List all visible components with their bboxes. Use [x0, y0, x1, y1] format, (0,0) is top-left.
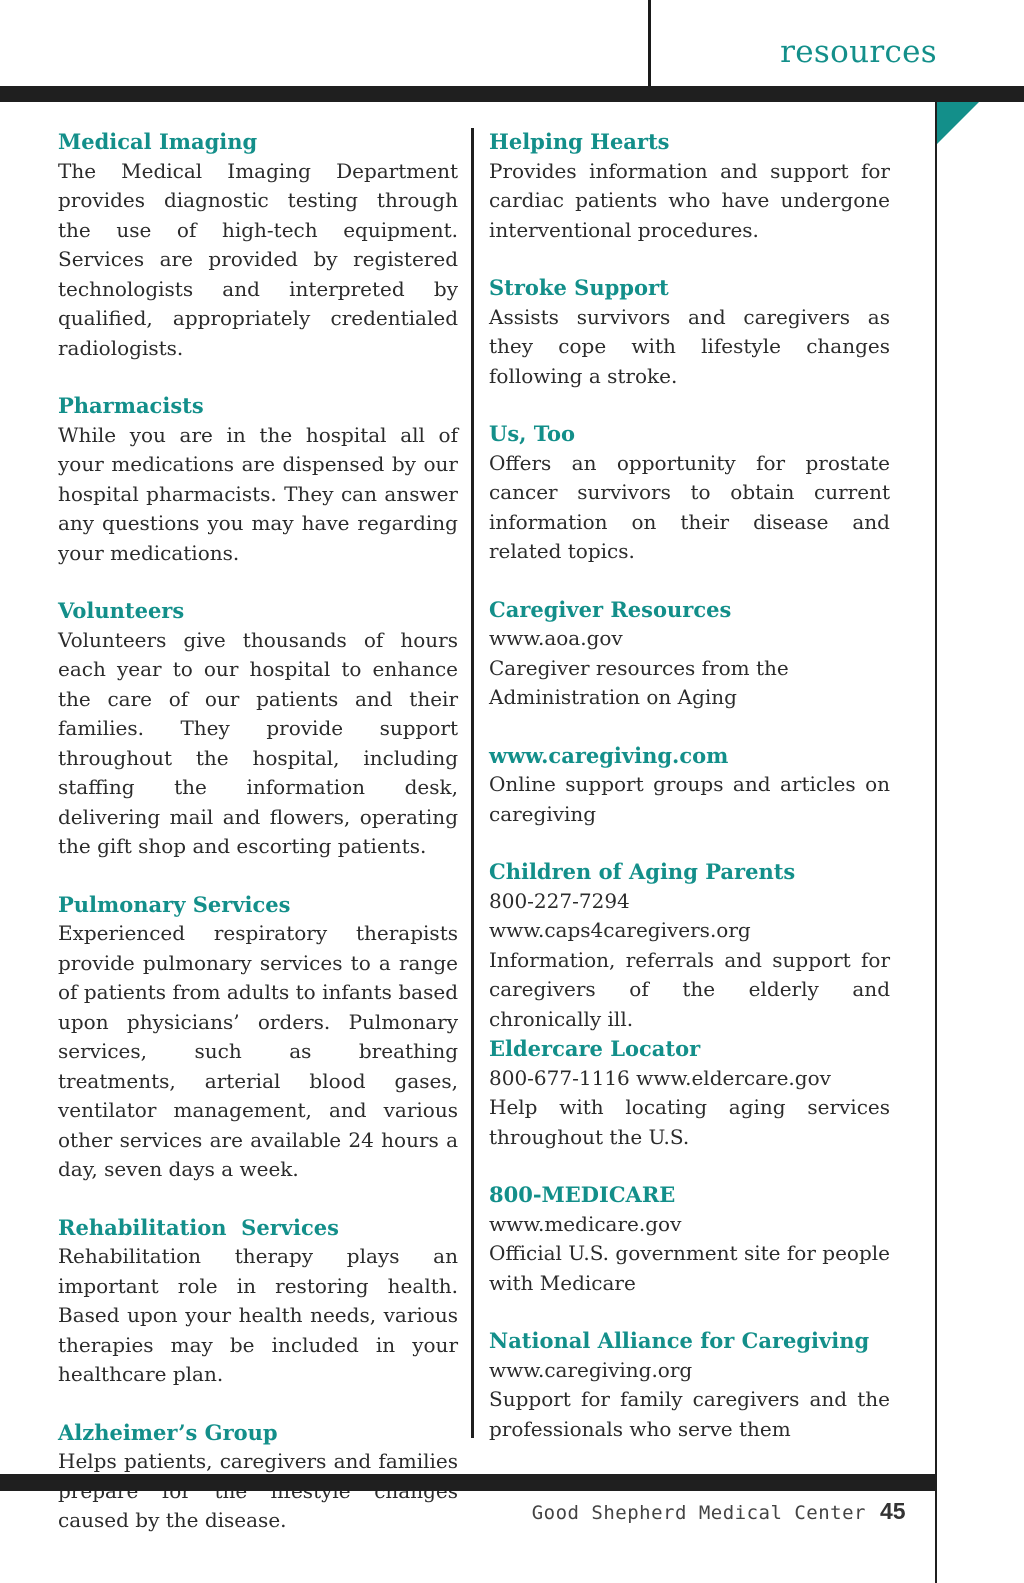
entry-body: Official U.S. government site for people with Medicare	[489, 1241, 890, 1295]
entry-url[interactable]: www.caregiving.org	[489, 1357, 693, 1382]
entry-body: Caregiver resources from the	[489, 655, 789, 680]
entry-body: The Medical Imaging Department provides diagnostic testing through the use of high-tech equipment. Services are provided by registered technologists and interpreted by qualified, appropriately credentialed radiologists.	[58, 158, 458, 360]
resource-entry	[58, 127, 458, 363]
entry-title: Stroke Support	[489, 275, 669, 300]
section-label: resources	[780, 34, 937, 70]
entry-title: Children of Aging Parents	[489, 859, 796, 884]
column-divider	[471, 128, 474, 1438]
left-column	[58, 127, 458, 1564]
resource-entry	[58, 1213, 458, 1390]
footer-org-name: Good Shepherd Medical Center	[531, 1502, 866, 1524]
resource-entry	[58, 890, 458, 1185]
entry-contact[interactable]: 800-677-1116 www.eldercare.gov	[489, 1065, 831, 1090]
resource-entry	[489, 857, 890, 1034]
resource-entry	[489, 1180, 890, 1298]
entry-body: Assists survivors and caregivers as they cope with lifestyle changes following a stroke.	[489, 304, 890, 388]
resource-entry	[58, 391, 458, 568]
entry-title: 800-MEDICARE	[489, 1182, 676, 1207]
entry-body: Rehabilitation therapy plays an important role in restoring health. Based upon your health needs, various therapies may be included in your healthcare plan.	[58, 1244, 458, 1386]
entry-title: Us, Too	[489, 421, 575, 446]
resource-entry	[489, 419, 890, 567]
entry-title: Pharmacists	[58, 393, 204, 418]
resource-entry	[489, 595, 890, 713]
entry-body: Help with locating aging services throughout the U.S.	[489, 1095, 890, 1149]
entry-url[interactable]: www.medicare.gov	[489, 1211, 682, 1236]
entry-body: Administration on Aging	[489, 685, 737, 709]
entry-title: Medical Imaging	[58, 129, 258, 154]
right-column	[489, 127, 890, 1472]
entry-title: Helping Hearts	[489, 129, 670, 154]
entry-title-link[interactable]: www.caregiving.com	[489, 742, 729, 768]
entry-title: Caregiver Resources	[489, 596, 732, 622]
entry-url[interactable]: www.caps4caregivers.org	[489, 918, 751, 942]
entry-body: Information, referrals and support for caregivers of the elderly and chronically ill.	[489, 947, 890, 1031]
bottom-rule	[0, 1474, 937, 1491]
entry-url[interactable]: www.aoa.gov	[489, 626, 623, 650]
entry-body: Offers an opportunity for prostate cancer survivors to obtain current information on their disease and related topics.	[489, 450, 890, 563]
entry-title: Volunteers	[58, 598, 185, 623]
right-margin-rule	[935, 86, 937, 1583]
entry-title: Alzheimer’s Group	[58, 1419, 278, 1445]
resource-entry	[489, 1326, 890, 1444]
entry-title: Pulmonary Services	[58, 891, 291, 917]
entry-body: Provides information and support for cardiac patients who have undergone interventional procedures.	[489, 158, 890, 242]
resource-entry	[58, 596, 458, 862]
entry-body: Support for family caregivers and the professionals who serve them	[489, 1387, 890, 1441]
resource-entry	[489, 1034, 890, 1152]
header-divider	[648, 0, 651, 87]
top-rule	[0, 86, 1024, 102]
entry-body: Volunteers give thousands of hours each year to our hospital to enhance the care of our patients and their families. They provide support throughout the hospital, including staffing the information desk, delivering mail and flowers, operating the gift shop and escorting patients.	[58, 627, 458, 858]
entry-contact	[489, 887, 890, 946]
entry-body: While you are in the hospital all of your medications are dispensed by our hospital pharmacists. They can answer any questions you may have regarding your medications.	[58, 422, 458, 565]
resource-entry	[489, 127, 890, 245]
entry-title: Eldercare Locator	[489, 1036, 701, 1061]
page-number: 45	[880, 1498, 906, 1524]
corner-triangle-accent	[937, 102, 979, 144]
entry-body: Experienced respiratory therapists provide pulmonary services to a range of patients from adults to infants based upon physicians’ orders. Pulmonary services, such as breathing treatments, arterial blood gases, ventilator management, and various other services are available 24 hours a day, seven days a week.	[58, 921, 458, 1181]
entry-phone[interactable]: 800-227-7294	[489, 888, 630, 913]
resource-entry	[489, 273, 890, 391]
entry-title: National Alliance for Caregiving	[489, 1328, 870, 1353]
entry-body: Online support groups and articles on caregiving	[489, 772, 890, 826]
entry-body: Helps patients, caregivers and families caused by the disease.	[58, 1449, 458, 1532]
resource-entry	[489, 741, 890, 830]
entry-title: Rehabilitation Services	[58, 1214, 339, 1240]
